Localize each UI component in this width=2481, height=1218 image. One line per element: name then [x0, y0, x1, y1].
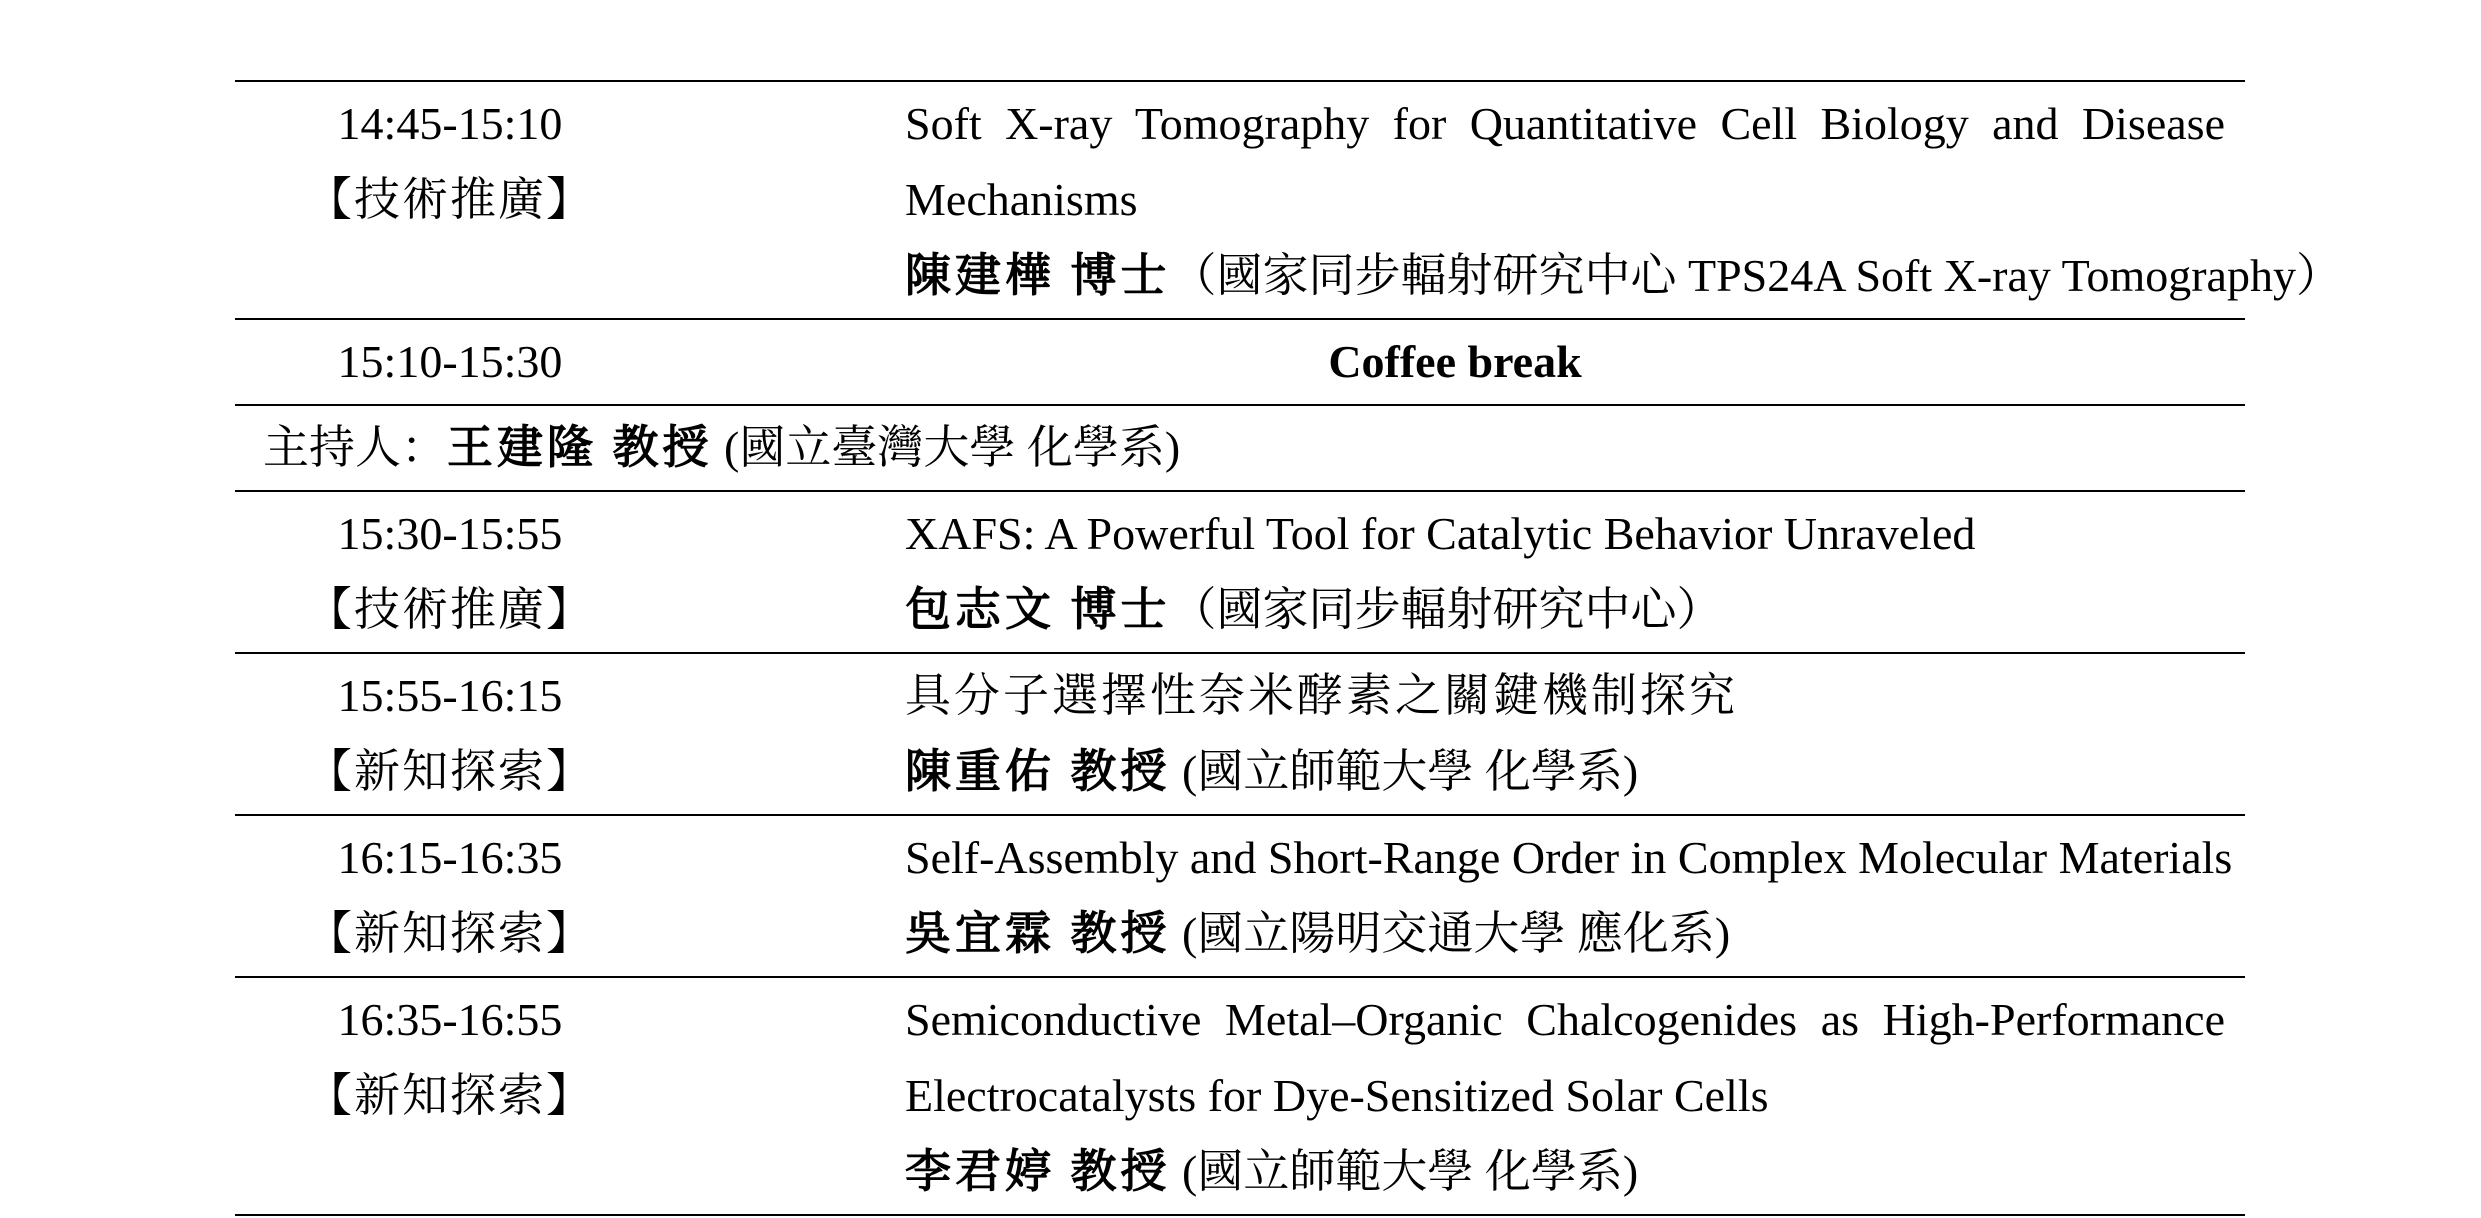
time-slot: 16:15-16:35 [337, 832, 563, 883]
table-row [235, 491, 2245, 653]
time-slot: 15:55-16:15 [337, 670, 563, 721]
talk-title-line: Electrocatalysts for Dye-Sensitized Solar Cells [905, 1070, 1769, 1121]
speaker-name: 吳宜霖 教授 [905, 908, 1171, 959]
time-slot: 14:45-15:10 [337, 98, 563, 149]
host-cell [235, 405, 2245, 491]
category-label: 【新知探索】 [306, 746, 594, 797]
host-prefix: 主持人： [263, 422, 447, 473]
time-slot: 15:10-15:30 [337, 336, 563, 387]
category-label: 【技術推廣】 [306, 174, 594, 225]
speaker-name: 包志文 博士 [905, 584, 1171, 635]
content-cell [665, 977, 2245, 1215]
speaker-affiliation: （國家同步輻射研究中心 TPS24A Soft X-ray Tomography） [1170, 250, 2342, 301]
talk-title-line: Mechanisms [905, 174, 1138, 225]
category-label: 【新知探索】 [306, 1070, 594, 1121]
coffee-break-label: Coffee break [1328, 336, 1582, 387]
table-row [235, 81, 2245, 319]
time-slot: 15:30-15:55 [337, 508, 563, 559]
category-label: 【新知探索】 [306, 908, 594, 959]
talk-title-line: Soft X-ray Tomography for Quantitative Cell Biology and Disease [905, 98, 2225, 149]
table-row [235, 815, 2245, 977]
speaker-line [905, 896, 2225, 972]
talk-title-line: Semiconductive Metal–Organic Chalcogenides as High-Performance [905, 994, 2225, 1045]
time-cell [235, 319, 665, 405]
talk-title: XAFS: A Powerful Tool for Catalytic Behavior Unraveled [905, 508, 1976, 559]
table-row [235, 319, 2245, 405]
speaker-name: 李君婷 教授 [905, 1146, 1171, 1197]
content-cell [665, 815, 2245, 977]
table-row [235, 653, 2245, 815]
host-affiliation: (國立臺灣大學 化學系) [712, 422, 1181, 473]
content-cell [665, 81, 2342, 319]
table-row [235, 977, 2245, 1215]
time-slot: 16:35-16:55 [337, 994, 563, 1045]
talk-title: Self-Assembly and Short-Range Order in Complex Molecular Materials [905, 832, 2233, 883]
speaker-affiliation: (國立陽明交通大學 應化系) [1170, 908, 1731, 959]
speaker-affiliation: (國立師範大學 化學系) [1170, 1146, 1639, 1197]
speaker-affiliation: (國立師範大學 化學系) [1170, 746, 1639, 797]
time-cell [235, 491, 665, 653]
speaker-line [905, 572, 2225, 648]
speaker-name: 陳重佑 教授 [905, 746, 1171, 797]
table-row [235, 405, 2245, 491]
content-cell [665, 491, 2245, 653]
host-name: 王建隆 教授 [447, 422, 713, 473]
speaker-line [905, 238, 2342, 314]
speaker-line [905, 734, 2225, 810]
schedule-table [235, 80, 2342, 1216]
time-cell [235, 653, 665, 815]
category-label: 【技術推廣】 [306, 584, 594, 635]
speaker-affiliation: （國家同步輻射研究中心） [1170, 584, 1723, 635]
speaker-line [905, 1134, 2225, 1210]
time-cell [235, 815, 665, 977]
talk-title: 具分子選擇性奈米酵素之關鍵機制探究 [905, 670, 1738, 721]
schedule-sheet [235, 80, 2342, 1216]
time-cell [235, 81, 665, 319]
time-cell [235, 977, 665, 1215]
content-cell [665, 653, 2245, 815]
speaker-name: 陳建樺 博士 [905, 250, 1171, 301]
